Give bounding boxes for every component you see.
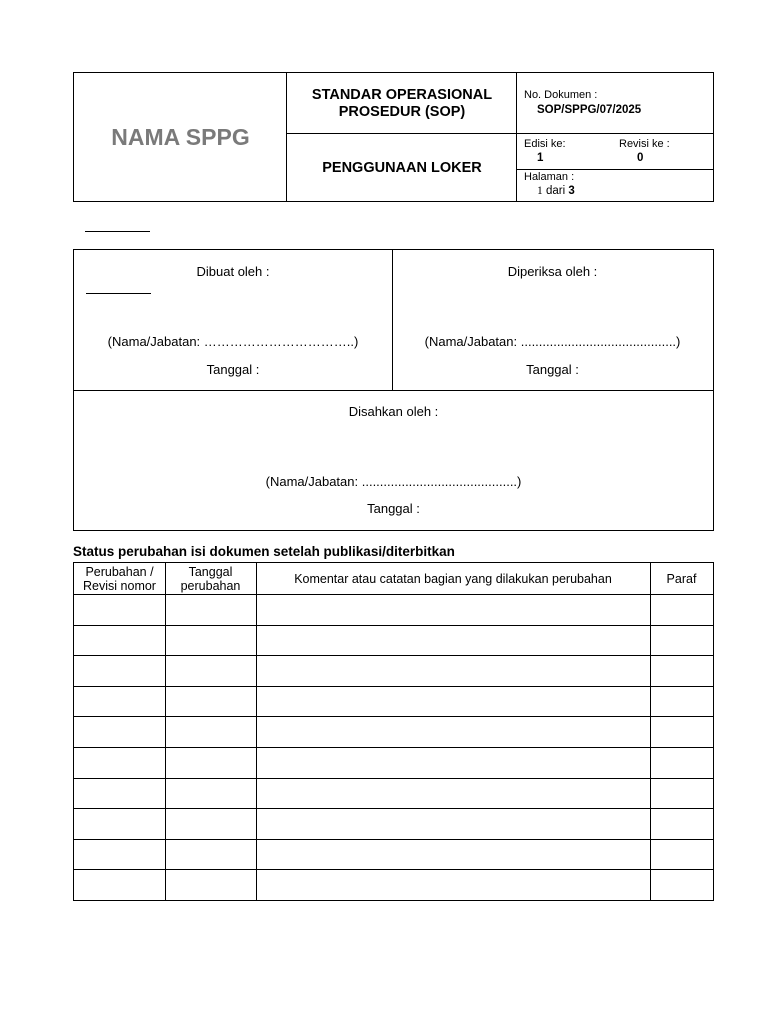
column-header-paraf: Paraf bbox=[666, 571, 697, 586]
table-row bbox=[74, 655, 713, 656]
halaman-total: 3 bbox=[568, 185, 575, 197]
halaman-separator: dari bbox=[545, 185, 566, 197]
table-row bbox=[74, 778, 713, 779]
approval-divider-horizontal bbox=[74, 390, 713, 391]
table-row bbox=[74, 686, 713, 687]
revision-table bbox=[73, 562, 714, 901]
dibuat-tanggal: Tanggal : bbox=[206, 362, 260, 377]
table-row bbox=[74, 869, 713, 870]
doc-number-label: No. Dokumen : bbox=[524, 89, 598, 101]
approval-section bbox=[73, 249, 714, 531]
table-row bbox=[74, 747, 713, 748]
header-divider-right bbox=[516, 169, 713, 170]
halaman-value bbox=[537, 185, 575, 197]
edisi-label: Edisi ke: bbox=[524, 138, 566, 150]
column-header-komentar: Komentar atau catatan bagian yang dilakukan perubahan bbox=[294, 571, 612, 586]
column-header-revisi-nomor: Perubahan / Revisi nomor bbox=[83, 564, 156, 593]
revision-table-column-divider bbox=[165, 563, 166, 900]
diperiksa-label: Diperiksa oleh : bbox=[507, 264, 598, 279]
halaman-current: 1 bbox=[537, 185, 543, 197]
dibuat-label: Dibuat oleh : bbox=[196, 264, 270, 279]
dibuat-signature-line bbox=[86, 293, 151, 294]
organization-name: NAMA SPPG bbox=[111, 123, 250, 150]
revisi-label: Revisi ke : bbox=[619, 138, 670, 150]
column-header-tanggal: Tanggal perubahan bbox=[180, 564, 241, 593]
disahkan-label: Disahkan oleh : bbox=[348, 404, 439, 419]
table-row bbox=[74, 625, 713, 626]
disahkan-nama-jabatan: (Nama/Jabatan: ...........................................) bbox=[265, 474, 522, 489]
table-row bbox=[74, 839, 713, 840]
revision-status-title: Status perubahan isi dokumen setelah publikasi/diterbitkan bbox=[73, 544, 455, 559]
revisi-value: 0 bbox=[637, 152, 644, 164]
diperiksa-nama-jabatan: (Nama/Jabatan: ...........................................) bbox=[424, 334, 681, 349]
halaman-label: Halaman : bbox=[524, 171, 575, 183]
sop-title: STANDAR OPERASIONAL PROSEDUR (SOP) bbox=[311, 86, 493, 120]
revision-table-column-divider bbox=[256, 563, 257, 900]
signature-line-top bbox=[85, 231, 150, 232]
dibuat-nama-jabatan: (Nama/Jabatan: ……………………………..) bbox=[107, 334, 359, 349]
revision-table-column-divider bbox=[650, 563, 651, 900]
table-row bbox=[74, 808, 713, 809]
diperiksa-tanggal: Tanggal : bbox=[526, 362, 579, 377]
table-row bbox=[74, 716, 713, 717]
document-header bbox=[73, 72, 714, 202]
doc-number-value: SOP/SPPG/07/2025 bbox=[537, 104, 642, 116]
sop-subject: PENGGUNAAN LOKER bbox=[322, 159, 482, 176]
edisi-value: 1 bbox=[537, 152, 544, 164]
table-row bbox=[74, 594, 713, 595]
disahkan-tanggal: Tanggal : bbox=[367, 501, 420, 516]
